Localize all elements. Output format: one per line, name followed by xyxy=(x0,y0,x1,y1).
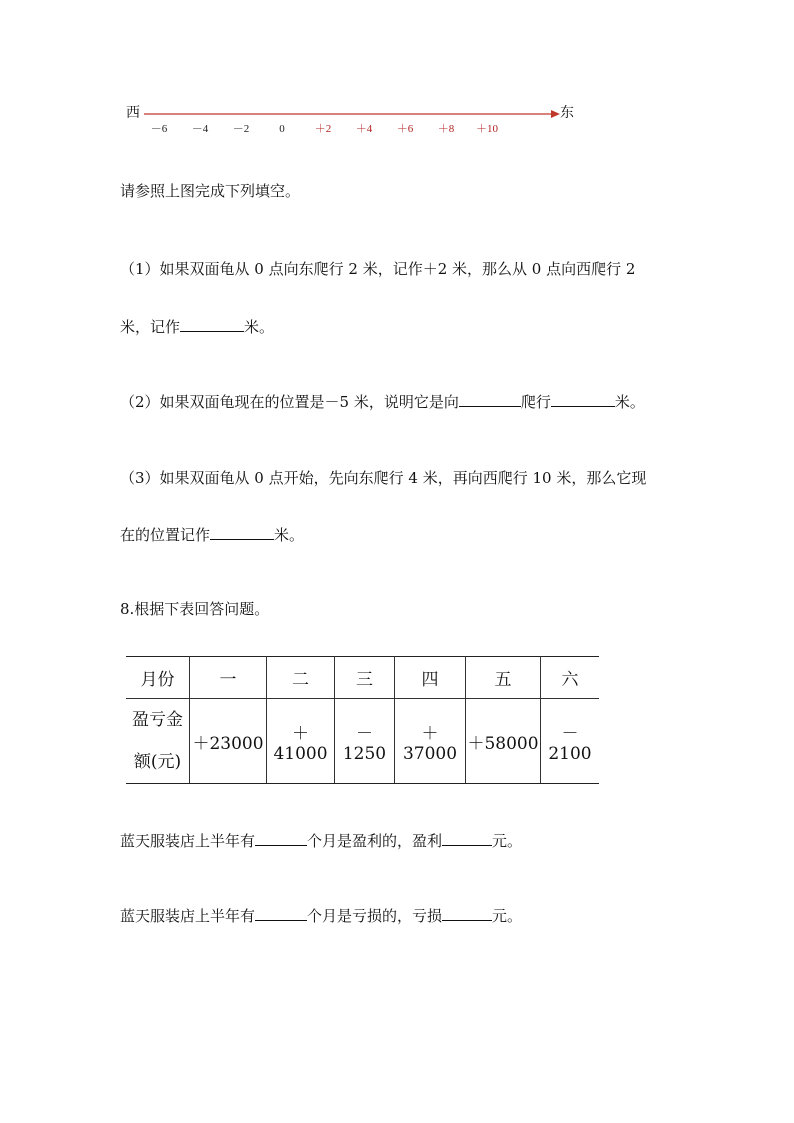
tick-label: －2 xyxy=(232,123,250,135)
value-cell: ＋37000 xyxy=(395,699,466,784)
number-line xyxy=(120,100,580,140)
month-cell: 五 xyxy=(466,657,541,699)
row-label-line2: 额(元) xyxy=(133,752,182,772)
arrow-head-icon xyxy=(551,110,560,118)
tick-label: －4 xyxy=(191,123,209,135)
s2-months-blank[interactable] xyxy=(255,906,307,921)
month-cell: 四 xyxy=(395,657,466,699)
month-cell: 一 xyxy=(190,657,267,699)
s1-text-b: 个月是盈利的，盈利 xyxy=(307,832,443,850)
q2-text-a: （2）如果双面龟现在的位置是－5 米，说明它是向 xyxy=(120,393,459,411)
s2-text-a: 蓝天服装店上半年有 xyxy=(120,907,256,925)
profit-loss-table xyxy=(126,656,599,784)
value-cell: －2100 xyxy=(541,699,600,784)
east-label: 东 xyxy=(560,106,574,121)
number-line-ticks xyxy=(151,123,499,135)
table-value-row xyxy=(126,699,599,784)
value-cell: ＋58000 xyxy=(466,699,541,784)
s2-amount-blank[interactable] xyxy=(442,906,492,921)
west-label: 西 xyxy=(126,106,140,121)
q2-text-c: 米。 xyxy=(614,393,645,411)
q3-text-b: 米。 xyxy=(274,526,305,544)
tick-label: ＋2 xyxy=(314,123,332,135)
table-header-row xyxy=(126,657,599,699)
tick-label: ＋4 xyxy=(355,123,373,135)
statement-profit xyxy=(120,830,522,851)
q1-line2 xyxy=(120,316,274,337)
tick-label: ＋6 xyxy=(396,123,414,135)
statement-loss xyxy=(120,905,522,926)
month-cell: 三 xyxy=(335,657,395,699)
q3-text-a: 在的位置记作 xyxy=(120,526,211,544)
instruction: 请参照上图完成下列填空。 xyxy=(120,182,301,200)
s1-months-blank[interactable] xyxy=(255,831,307,846)
row-label-amount xyxy=(126,699,190,784)
tick-label: 0 xyxy=(279,123,285,135)
q1-line1: （1）如果双面龟从 0 点向东爬行 2 米，记作＋2 米，那么从 0 点向西爬行 2 xyxy=(120,260,636,278)
q8-title: 8.根据下表回答问题。 xyxy=(120,600,270,618)
q1-text-b: 米。 xyxy=(244,318,275,336)
s1-text-c: 元。 xyxy=(492,832,523,850)
q3-answer-blank[interactable] xyxy=(210,525,274,540)
tick-label: －6 xyxy=(150,123,168,135)
q2-line xyxy=(120,391,645,412)
s2-text-b: 个月是亏损的，亏损 xyxy=(307,907,443,925)
tick-label: ＋10 xyxy=(476,123,498,135)
q1-answer-blank[interactable] xyxy=(180,317,244,332)
s1-amount-blank[interactable] xyxy=(442,831,492,846)
value-cell: ＋23000 xyxy=(190,699,267,784)
month-cell: 六 xyxy=(541,657,600,699)
q2-text-b: 爬行 xyxy=(520,393,551,411)
q2-distance-blank[interactable] xyxy=(551,392,615,407)
q1-text-a: 米，记作 xyxy=(120,318,181,336)
month-cell: 二 xyxy=(267,657,335,699)
value-cell: ＋41000 xyxy=(267,699,335,784)
q3-line2 xyxy=(120,524,304,545)
q2-direction-blank[interactable] xyxy=(459,392,521,407)
row-label-line1: 盈亏金 xyxy=(132,710,183,730)
s2-text-c: 元。 xyxy=(492,907,523,925)
tick-label: ＋8 xyxy=(437,123,455,135)
header-month-label: 月份 xyxy=(126,657,190,699)
q3-line1: （3）如果双面龟从 0 点开始，先向东爬行 4 米，再向西爬行 10 米，那么它现 xyxy=(120,469,647,487)
value-cell: －1250 xyxy=(335,699,395,784)
s1-text-a: 蓝天服装店上半年有 xyxy=(120,832,256,850)
